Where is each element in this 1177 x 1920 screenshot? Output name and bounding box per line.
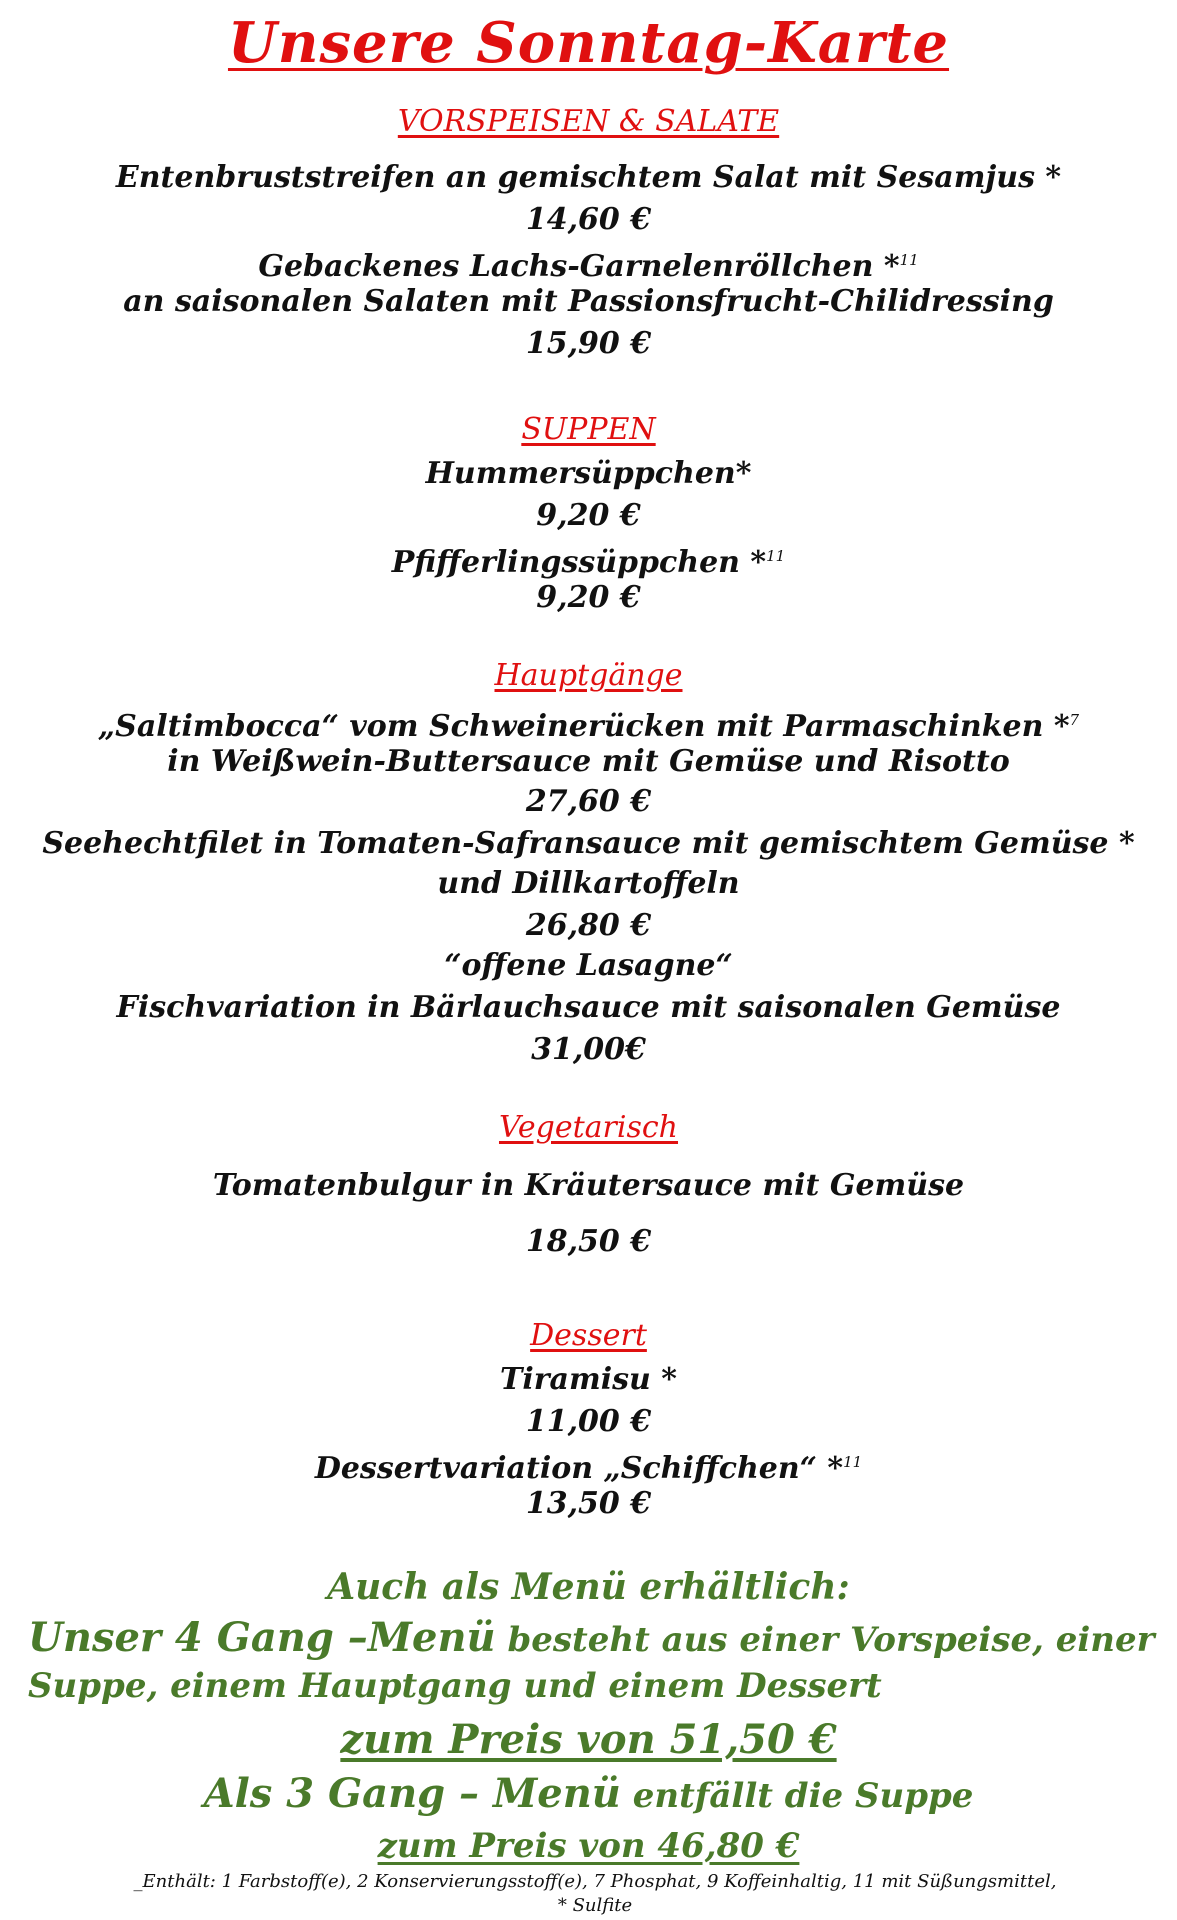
dish-price: 13,50 € [525, 1486, 652, 1521]
dish-description: und Dillkartoffeln [437, 866, 740, 901]
section-heading-vegetarisch: Vegetarisch [498, 1110, 679, 1145]
dish-price: 15,90 € [525, 326, 652, 361]
three-course-price: zum Preis von 46,80 € [377, 1826, 800, 1866]
dish-description: Fischvariation in Bärlauchsauce mit saisonalen Gemüse [116, 990, 1061, 1025]
dish-name: Pfifferlingssüppchen *$^{11}$ [391, 545, 786, 580]
section-heading-vorspeisen: VORSPEISEN & SALATE [397, 104, 780, 139]
dish-name: Gebackenes Lachs-Garnelenröllchen *$^{11}$ [258, 249, 919, 284]
four-course-description-cont: Suppe, einem Hauptgang und einem Dessert [28, 1666, 882, 1706]
dish-price: 27,60 € [525, 784, 652, 819]
dish-price: 26,80 € [525, 908, 652, 943]
three-course-description: Als 3 Gang – Menü entfällt die Suppe [203, 1770, 974, 1817]
dish-name: „Saltimbocca“ vom Schweinerücken mit Parmaschinken *$^7$ [97, 709, 1080, 744]
dish-name: Seehechtfilet in Tomaten-Safransauce mit gemischtem Gemüse * [42, 826, 1135, 861]
dish-price: 31,00€ [531, 1032, 646, 1067]
dish-description: an saisonalen Salaten mit Passionsfrucht-Chilidressing [123, 284, 1054, 319]
allergen-superscript: 11 [843, 1453, 863, 1471]
section-heading-hauptgaenge: Hauptgänge [494, 658, 683, 693]
dish-price: 9,20 € [536, 580, 641, 615]
allergen-footnote: _Enthält: 1 Farbstoff(e), 2 Konservierungsstoff(e), 7 Phosphat, 9 Koffeinhaltig, 11 mit Süßungsmittel, [133, 1871, 1057, 1892]
dish-name: Hummersüppchen* [425, 456, 752, 491]
dish-name: Entenbruststreifen an gemischtem Salat mit Sesamjus * [115, 160, 1062, 195]
allergen-superscript: 7 [1069, 711, 1080, 729]
page-title: Unsere Sonntag-Karte [227, 10, 950, 76]
dish-price: 14,60 € [525, 202, 652, 237]
dish-name: Dessertvariation „Schiffchen“ *$^{11}$ [314, 1451, 863, 1486]
dish-name: “offene Lasagne“ [444, 948, 733, 983]
allergen-footnote-sulfite: * Sulfite [557, 1895, 633, 1916]
dish-price: 18,50 € [525, 1224, 652, 1259]
allergen-superscript: 11 [899, 251, 919, 269]
dish-price: 11,00 € [525, 1404, 652, 1439]
four-course-price: zum Preis von 51,50 € [340, 1716, 837, 1763]
dish-name: Tiramisu * [500, 1362, 677, 1397]
four-course-description: Unser 4 Gang –Menü besteht aus einer Vorspeise, einer [28, 1614, 1155, 1661]
dish-price: 9,20 € [536, 498, 641, 533]
section-heading-dessert: Dessert [530, 1318, 647, 1353]
dish-description: in Weißwein-Buttersauce mit Gemüse und Risotto [167, 744, 1010, 779]
allergen-superscript: 11 [766, 547, 786, 565]
section-heading-suppen: SUPPEN [521, 412, 656, 447]
menu-offer-heading: Auch als Menü erhältlich: [327, 1566, 850, 1608]
dish-name: Tomatenbulgur in Kräutersauce mit Gemüse [212, 1168, 965, 1203]
